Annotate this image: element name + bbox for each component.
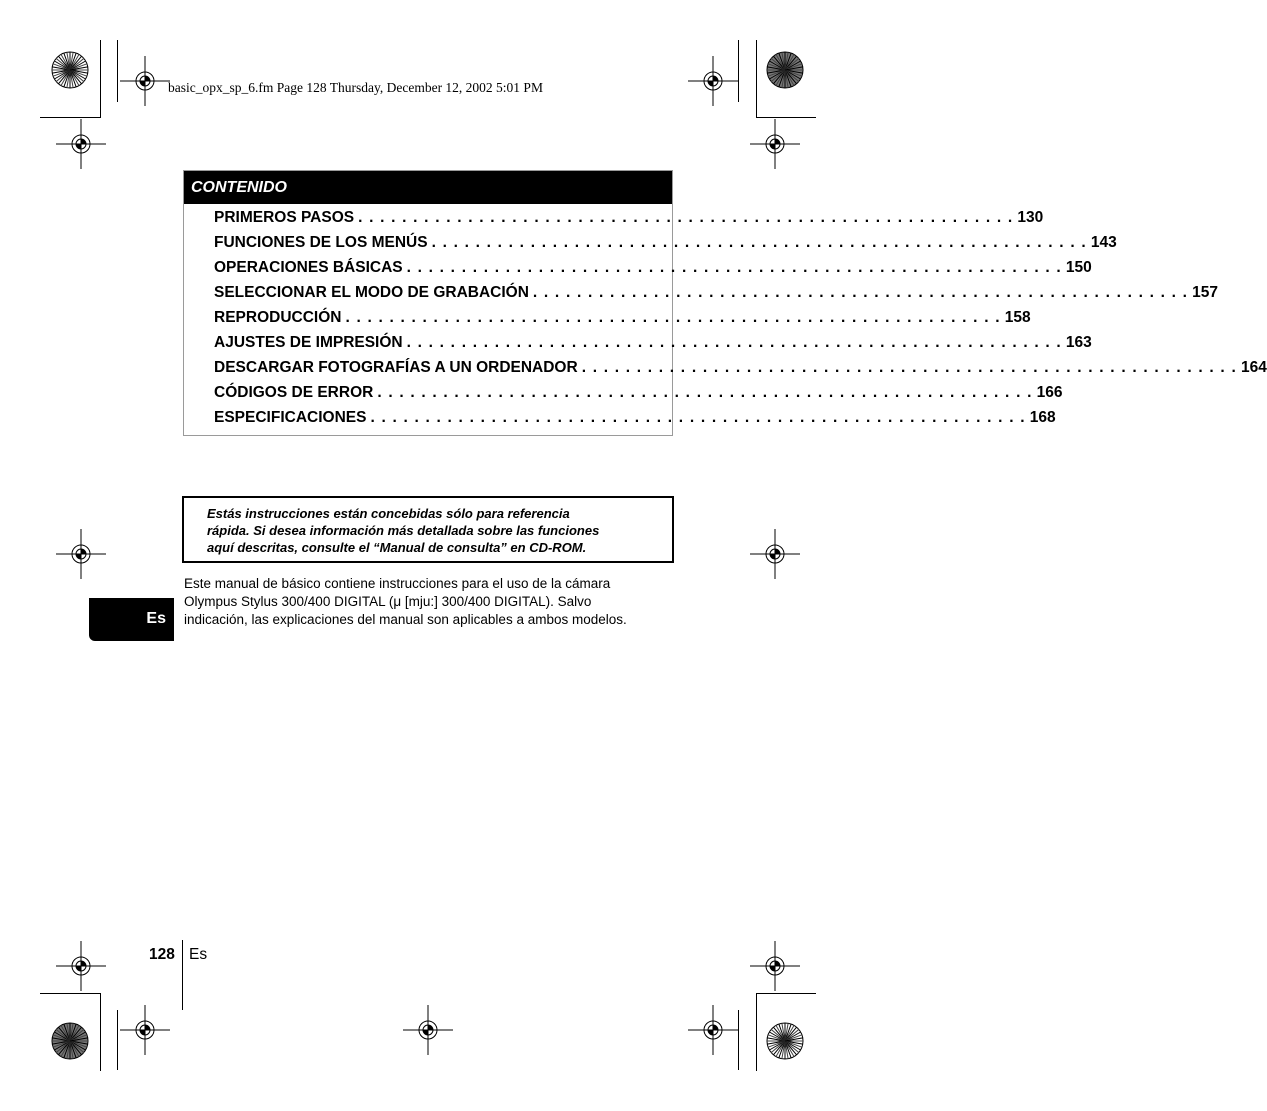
language-tab-label: Es bbox=[146, 610, 166, 627]
registration-mark-icon bbox=[750, 529, 800, 579]
registration-mark-icon bbox=[56, 529, 106, 579]
toc-entry-page: 166 bbox=[1036, 384, 1063, 401]
toc-entry-page: 157 bbox=[1192, 284, 1219, 301]
note-text bbox=[207, 505, 662, 556]
toc-entry bbox=[214, 259, 1092, 284]
toc-entry bbox=[214, 334, 1092, 359]
registration-mark-icon bbox=[688, 1005, 738, 1055]
intro-line: indicación, las explicaciones del manual son aplicables a ambos modelos. bbox=[184, 612, 627, 627]
toc-entry-page: 150 bbox=[1065, 259, 1092, 276]
toc-entry-page: 168 bbox=[1029, 409, 1056, 426]
registration-mark-icon bbox=[403, 1005, 453, 1055]
toc-entry-page: 158 bbox=[1004, 309, 1031, 326]
file-info-header: basic_opx_sp_6.fm Page 128 Thursday, December 12, 2002 5:01 PM bbox=[168, 80, 543, 95]
footer-language: Es bbox=[189, 946, 208, 963]
registration-mark-icon bbox=[750, 941, 800, 991]
registration-mark-icon bbox=[56, 119, 106, 169]
intro-line: Olympus Stylus 300/400 DIGITAL (μ [mju:] 300/400 DIGITAL). Salvo bbox=[184, 594, 592, 609]
toc-leader-dots: . . . . . . . . . . . . . . . . . . . . . . . . . . . . . . . . . . . . . . . . . . . . . . . . . . . . . . . . . . . . bbox=[431, 234, 1087, 251]
registration-mark-icon bbox=[688, 56, 738, 106]
toc-entry-page: 164 bbox=[1240, 359, 1267, 376]
folio-divider bbox=[182, 940, 183, 1010]
toc-entry bbox=[214, 209, 1044, 234]
toc-entry-label: DESCARGAR FOTOGRAFÍAS A UN ORDENADOR bbox=[214, 359, 578, 376]
language-tab bbox=[89, 598, 174, 641]
toc-entry-label: REPRODUCCIÓN bbox=[214, 309, 342, 326]
registration-mark-icon bbox=[56, 941, 106, 991]
intro-paragraph bbox=[184, 575, 674, 629]
page-number: 128 bbox=[149, 946, 175, 963]
toc-list bbox=[214, 209, 1267, 434]
registration-mark-icon bbox=[120, 56, 170, 106]
toc-entry-page: 143 bbox=[1090, 234, 1117, 251]
toc-leader-dots: . . . . . . . . . . . . . . . . . . . . . . . . . . . . . . . . . . . . . . . . . . . . . . . . . . . . . . . . . . . . bbox=[377, 384, 1033, 401]
star-target-icon bbox=[50, 1021, 90, 1061]
toc-entry-label: FUNCIONES DE LOS MENÚS bbox=[214, 234, 428, 251]
toc-leader-dots: . . . . . . . . . . . . . . . . . . . . . . . . . . . . . . . . . . . . . . . . . . . . . . . . . . . . . . . . . . . . bbox=[581, 359, 1237, 376]
note-line: aquí descritas, consulte el “Manual de consulta” en CD-ROM. bbox=[207, 540, 587, 555]
toc-entry-label: ESPECIFICACIONES bbox=[214, 409, 367, 426]
toc-leader-dots: . . . . . . . . . . . . . . . . . . . . . . . . . . . . . . . . . . . . . . . . . . . . . . . . . . . . . . . . . . . . bbox=[345, 309, 1001, 326]
table-of-contents bbox=[183, 170, 1267, 436]
toc-leader-dots: . . . . . . . . . . . . . . . . . . . . . . . . . . . . . . . . . . . . . . . . . . . . . . . . . . . . . . . . . . . . bbox=[406, 334, 1062, 351]
toc-entry bbox=[214, 409, 1056, 434]
toc-leader-dots: . . . . . . . . . . . . . . . . . . . . . . . . . . . . . . . . . . . . . . . . . . . . . . . . . . . . . . . . . . . . bbox=[406, 259, 1062, 276]
note-box bbox=[182, 496, 674, 563]
toc-entry-page: 130 bbox=[1017, 209, 1044, 226]
toc-title: CONTENIDO bbox=[184, 171, 672, 204]
toc-entry-label: CÓDIGOS DE ERROR bbox=[214, 384, 374, 401]
star-target-icon bbox=[50, 50, 90, 90]
registration-mark-icon bbox=[750, 119, 800, 169]
note-line: Estás instrucciones están concebidas sólo para referencia bbox=[207, 506, 570, 521]
toc-entry-page: 163 bbox=[1065, 334, 1092, 351]
toc-entry bbox=[214, 284, 1219, 309]
toc-entry-label: SELECCIONAR EL MODO DE GRABACIÓN bbox=[214, 284, 529, 301]
star-target-icon bbox=[765, 50, 805, 90]
toc-entry-label: PRIMEROS PASOS bbox=[214, 209, 355, 226]
intro-line: Este manual de básico contiene instrucciones para el uso de la cámara bbox=[184, 576, 611, 591]
toc-entry bbox=[214, 384, 1063, 409]
toc-leader-dots: . . . . . . . . . . . . . . . . . . . . . . . . . . . . . . . . . . . . . . . . . . . . . . . . . . . . . . . . . . . . bbox=[358, 209, 1014, 226]
toc-entry-label: OPERACIONES BÁSICAS bbox=[214, 259, 403, 276]
toc-entry bbox=[214, 234, 1117, 259]
toc-entry-label: AJUSTES DE IMPRESIÓN bbox=[214, 334, 403, 351]
toc-leader-dots: . . . . . . . . . . . . . . . . . . . . . . . . . . . . . . . . . . . . . . . . . . . . . . . . . . . . . . . . . . . . bbox=[370, 409, 1026, 426]
star-target-icon bbox=[765, 1021, 805, 1061]
note-line: rápida. Si desea información más detallada sobre las funciones bbox=[207, 523, 600, 538]
toc-entry bbox=[214, 359, 1267, 384]
toc-entry bbox=[214, 309, 1031, 334]
toc-leader-dots: . . . . . . . . . . . . . . . . . . . . . . . . . . . . . . . . . . . . . . . . . . . . . . . . . . . . . . . . . . . . bbox=[532, 284, 1189, 301]
registration-mark-icon bbox=[120, 1005, 170, 1055]
